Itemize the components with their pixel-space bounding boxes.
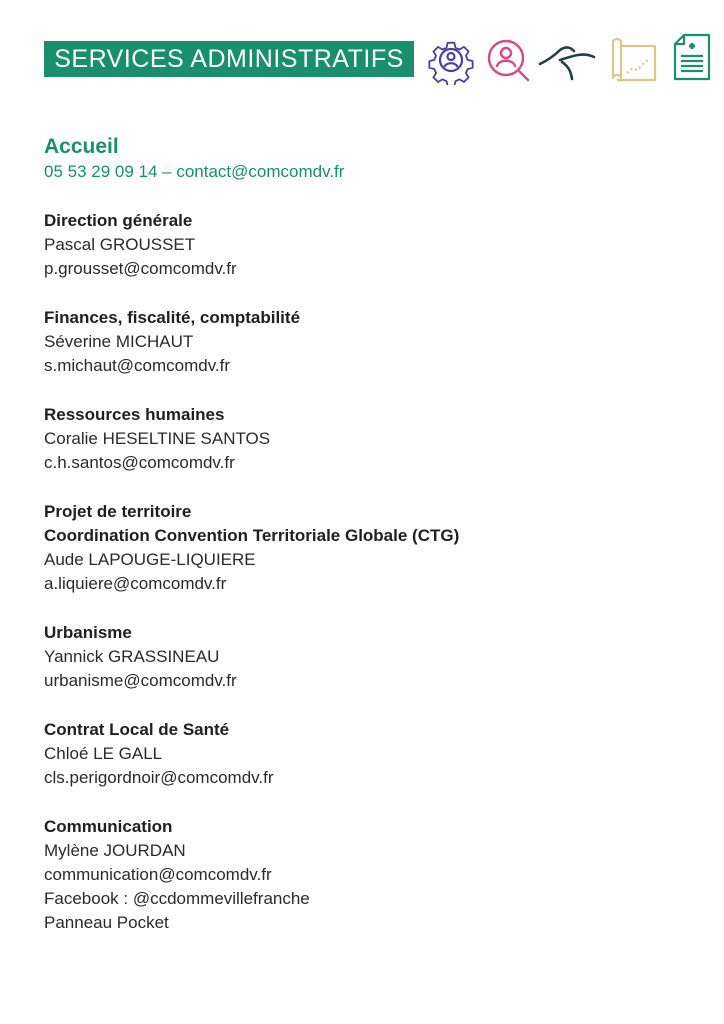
- section-heading: Projet de territoire: [44, 502, 192, 521]
- section-heading: Urbanisme: [44, 623, 132, 642]
- section-heading: Direction générale: [44, 211, 193, 230]
- facebook-handle: Facebook : @ccdommevillefranche: [44, 889, 310, 908]
- bird-icon: [538, 42, 596, 82]
- gear-person-icon: [426, 35, 476, 85]
- search-person-icon: [484, 36, 532, 84]
- contact-name: Coralie HESELTINE SANTOS: [44, 429, 271, 448]
- section-communication: [44, 815, 684, 935]
- contact-list: [44, 134, 684, 935]
- contact-email: a.liquiere@comcomdv.fr: [44, 574, 227, 593]
- contact-name: Pascal GROUSSET: [44, 235, 196, 254]
- section-urbanisme: [44, 621, 684, 693]
- section-finances: [44, 306, 684, 378]
- section-projet-territoire: [44, 500, 684, 596]
- section-heading: Finances, fiscalité, comptabilité: [44, 308, 301, 327]
- section-direction-generale: [44, 209, 684, 281]
- contact-email: urbanisme@comcomdv.fr: [44, 671, 237, 690]
- accueil-contact: 05 53 29 09 14 – contact@comcomdv.fr: [44, 162, 345, 181]
- section-heading: Contrat Local de Santé: [44, 720, 230, 739]
- contact-name: Aude LAPOUGE-LIQUIERE: [44, 550, 256, 569]
- contact-name: Mylène JOURDAN: [44, 841, 186, 860]
- contact-name: Séverine MICHAUT: [44, 332, 194, 351]
- contact-email: cls.perigordnoir@comcomdv.fr: [44, 768, 274, 787]
- contact-email: s.michaut@comcomdv.fr: [44, 356, 231, 375]
- section-heading: Communication: [44, 817, 173, 836]
- section-title-band: [44, 41, 414, 77]
- contact-name: Yannick GRASSINEAU: [44, 647, 220, 666]
- contact-name: Chloé LE GALL: [44, 744, 163, 763]
- section-subheading: Coordination Convention Territoriale Globale (CTG): [44, 526, 460, 545]
- contact-email: p.grousset@comcomdv.fr: [44, 259, 237, 278]
- panneau-pocket: Panneau Pocket: [44, 913, 169, 932]
- section-contrat-local-sante: [44, 718, 684, 790]
- medical-document-icon: [672, 32, 712, 82]
- accueil-title: Accueil: [44, 135, 119, 158]
- contact-email: c.h.santos@comcomdv.fr: [44, 453, 235, 472]
- section-ressources-humaines: [44, 403, 684, 475]
- section-title: SERVICES ADMINISTRATIFS: [54, 44, 404, 73]
- map-icon: [610, 37, 658, 83]
- contact-email: communication@comcomdv.fr: [44, 865, 272, 884]
- accueil-block: [44, 134, 684, 184]
- section-heading: Ressources humaines: [44, 405, 225, 424]
